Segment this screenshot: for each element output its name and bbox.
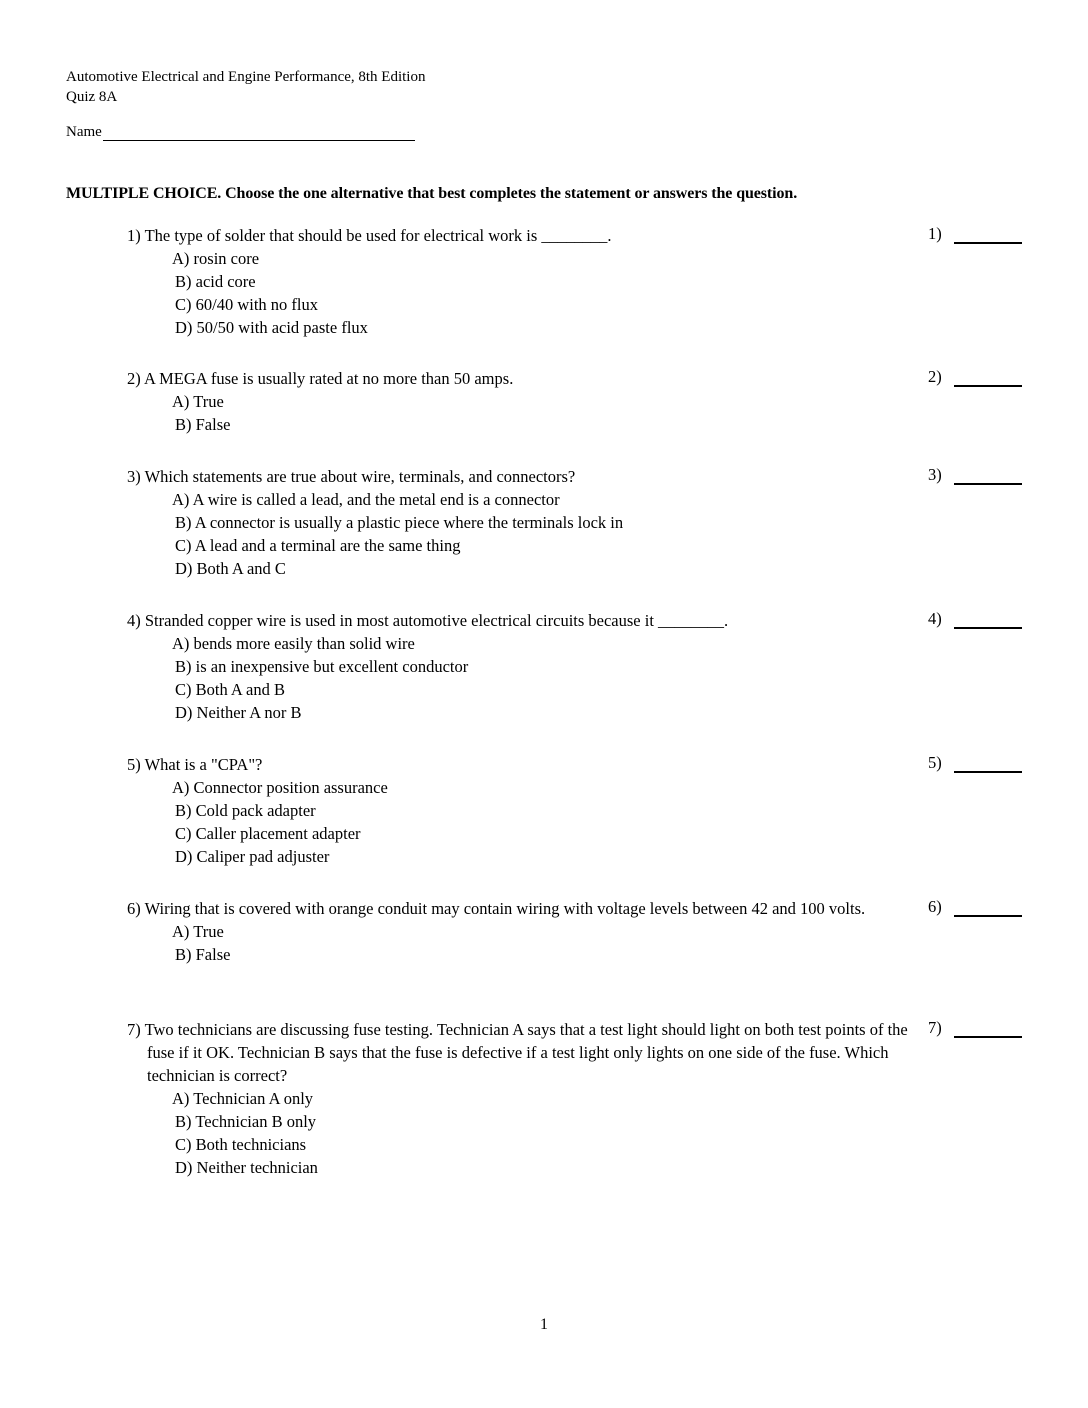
answer-options [127, 390, 917, 436]
answer-slot-number: 6) [928, 897, 942, 916]
question-stem: 4) Stranded copper wire is used in most automotive electrical circuits because it ________. [127, 611, 729, 630]
answer-option[interactable]: D) Neither technician [175, 1158, 318, 1177]
question-7 [127, 1018, 917, 1179]
answer-option[interactable]: B) A connector is usually a plastic piece where the terminals lock in [175, 513, 624, 532]
question-5 [127, 753, 917, 868]
answer-slot-number: 7) [928, 1018, 942, 1037]
answer-blank-line[interactable] [954, 371, 1022, 387]
answer-slot-6 [928, 897, 1022, 917]
quiz-title: Quiz 8A [66, 89, 118, 105]
answer-options [127, 488, 917, 580]
answer-blank-line[interactable] [954, 901, 1022, 917]
answer-slot-number: 4) [928, 609, 942, 628]
answer-option[interactable]: C) 60/40 with no flux [175, 295, 318, 314]
question-stem: 3) Which statements are true about wire, terminals, and connectors? [127, 467, 576, 486]
answer-option[interactable]: A) bends more easily than solid wire [172, 634, 415, 653]
answer-slot-4 [928, 609, 1022, 629]
answer-option[interactable]: A) A wire is called a lead, and the metal end is a connector [172, 490, 560, 509]
answer-blank-line[interactable] [954, 228, 1022, 244]
question-6 [127, 897, 917, 966]
question-stem: 5) What is a "CPA"? [127, 755, 263, 774]
course-title: Automotive Electrical and Engine Performance, 8th Edition [66, 69, 426, 85]
answer-option[interactable]: B) acid core [175, 272, 256, 291]
answer-slot-5 [928, 753, 1022, 773]
answer-option[interactable]: C) A lead and a terminal are the same thing [175, 536, 461, 555]
answer-slot-7 [928, 1018, 1022, 1038]
answer-option[interactable]: C) Both technicians [175, 1135, 307, 1154]
answer-slot-3 [928, 465, 1022, 485]
answer-slot-number: 1) [928, 224, 942, 243]
answer-slot-number: 3) [928, 465, 942, 484]
answer-option[interactable]: A) rosin core [172, 249, 260, 268]
question-stem: 1) The type of solder that should be used for electrical work is ________. [127, 226, 612, 245]
question-1 [127, 224, 917, 339]
answer-slot-2 [928, 367, 1022, 387]
answer-options [127, 920, 917, 966]
answer-option[interactable]: D) Both A and C [175, 559, 286, 578]
name-label: Name [66, 124, 102, 140]
answer-option[interactable]: B) Technician B only [175, 1112, 317, 1131]
answer-options [127, 247, 917, 339]
answer-option[interactable]: A) Technician A only [172, 1089, 314, 1108]
page-number: 1 [540, 1316, 548, 1333]
answer-slot-1 [928, 224, 1022, 244]
answer-options [127, 1087, 917, 1179]
answer-slot-number: 5) [928, 753, 942, 772]
answer-option[interactable]: B) False [175, 945, 231, 964]
question-stem: 7) Two technicians are discussing fuse testing. Technician A says that a test light should light on both test points of the fuse if it OK. Technician B says that the fuse is defective if a test light only lights on one side of the fuse. Which technician is correct? [127, 1020, 908, 1085]
answer-option[interactable]: B) False [175, 415, 231, 434]
answer-option[interactable]: D) 50/50 with acid paste flux [175, 318, 368, 337]
answer-slot-number: 2) [928, 367, 942, 386]
question-4 [127, 609, 917, 724]
answer-option[interactable]: B) is an inexpensive but excellent conductor [175, 657, 469, 676]
answer-blank-line[interactable] [954, 1022, 1022, 1038]
question-stem: 6) Wiring that is covered with orange conduit may contain wiring with voltage levels between 42 and 100 volts. [127, 899, 866, 918]
answer-blank-line[interactable] [954, 613, 1022, 629]
question-2 [127, 367, 917, 436]
answer-option[interactable]: B) Cold pack adapter [175, 801, 316, 820]
answer-option[interactable]: C) Both A and B [175, 680, 286, 699]
answer-blank-line[interactable] [954, 757, 1022, 773]
document-header [66, 67, 425, 107]
answer-option[interactable]: A) True [172, 392, 224, 411]
answer-options [127, 632, 917, 724]
answer-option[interactable]: D) Caliper pad adjuster [175, 847, 330, 866]
instructions: MULTIPLE CHOICE. Choose the one alternative that best completes the statement or answers the question. [66, 185, 798, 202]
name-blank-line[interactable] [103, 124, 415, 141]
answer-option[interactable]: C) Caller placement adapter [175, 824, 361, 843]
answer-option[interactable]: A) Connector position assurance [172, 778, 388, 797]
answer-option[interactable]: D) Neither A nor B [175, 703, 302, 722]
name-field-row [66, 124, 415, 141]
question-3 [127, 465, 917, 580]
answer-option[interactable]: A) True [172, 922, 224, 941]
answer-options [127, 776, 917, 868]
answer-blank-line[interactable] [954, 469, 1022, 485]
question-stem: 2) A MEGA fuse is usually rated at no more than 50 amps. [127, 369, 514, 388]
